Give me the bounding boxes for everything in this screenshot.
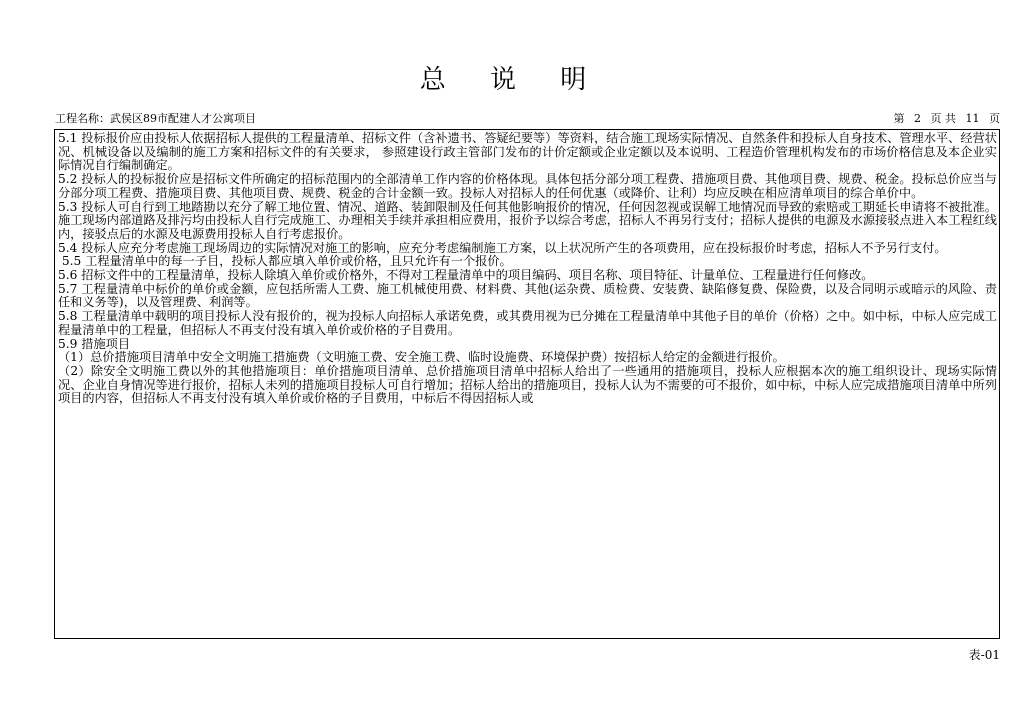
page-indicator — [888, 111, 1001, 127]
page-mid: 页 共 — [930, 112, 956, 125]
project-label: 工程名称： — [55, 112, 110, 125]
paragraph-5-5: 5.5 工程量清单中的每一子目，投标人都应填入单价或价格，且只允许有一个报价。 — [58, 254, 512, 269]
paragraph-5-8: 5.8 工程量清单中载明的项目投标人没有报价的，视为投标人向招标人承诺免费，或其费用视为已分摊在工程量清单中其他子目的单价（价格）之中。如中标，中标人应完成工程量清单中的工程量，但招标人不再支付没有填入单价或价格的子目费用。 — [58, 309, 997, 337]
page-current: 2 — [914, 112, 921, 125]
paragraph-5-9-2: （2）除安全文明施工费以外的其他措施项目：单价措施项目清单、总价措施项目清单中招标人给出了一些通用的措施项目，投标人应根据本次的施工组织设计、现场实际情况、企业自身情况等进行报价，招标人未列的措施项目投标人可自行增加；招标人给出的措施项目，投标人认为不需要的可不报价，如中标，中标人应完成措施项目清单中所列项目的内容，但招标人不再支付没有填入单价或价格的子目费用，中标后不得因招标人或 — [58, 363, 997, 406]
content-body — [55, 130, 999, 406]
paragraph-5-6: 5.6 招标文件中的工程量清单，投标人除填入单价或价格外，不得对工程量清单中的项目编码、项目名称、项目特征、计量单位、工程量进行任何修改。 — [58, 268, 874, 283]
paragraph-5-4: 5.4 投标人应充分考虑施工现场周边的实际情况对施工的影响，应充分考虑编制施工方案，以上状况所产生的各项费用，应在投标报价时考虑，招标人不予另行支付。 — [58, 240, 947, 255]
header-row — [55, 111, 1002, 127]
paragraph-5-7: 5.7 工程量清单中标价的单价或金额，应包括所需人工费、施工机械使用费、材料费、其他(运杂费、质检费、安装费、缺陷修复费、保险费，以及合同明示或暗示的风险、责任和义务等)，以及管理费、利润等。 — [58, 281, 997, 310]
paragraph-5-2: 5.2 投标人的投标报价应是招标文件所确定的招标范围内的全部清单工作内容的价格体现。具体包括分部分项工程费、措施项目费、其他项目费、规费、税金。投标总价应当与分部分项工程费、措施项目费、其他项目费、规费、税金的合计金额一致。投标人对招标人的任何优惠（或降价、让利）均应反映在相应清单项目的综合单价中。 — [58, 172, 997, 200]
page-prefix: 第 — [893, 112, 905, 125]
content-box — [54, 129, 1000, 639]
page-suffix: 页 — [989, 112, 1000, 125]
form-code: 表-01 — [968, 648, 1000, 662]
paragraph-5-3: 5.3 投标人可自行到工地踏勘以充分了解工地位置、情况、道路、装卸限制及任何其他影响报价的情况，任何因忽视或误解工地情况而导致的索赔或工期延长申请将不被批准。施工现场内部道路及排污均由投标人自行完成施工、办理相关手续并承担相应费用，报价予以综合考虑，招标人不再另行支付；招标人提供的电源及水源接驳点进入本工程红线内，接驳点后的水源及电源费用投标人自行考虑报价。 — [58, 199, 997, 241]
project-name-field — [55, 111, 256, 127]
project-name: 武侯区89市配建人才公寓项目 — [110, 112, 256, 125]
paragraph-5-9: 5.9 措施项目 — [58, 336, 131, 351]
document-title: 总 说 明 — [419, 65, 605, 95]
page-total: 11 — [965, 112, 980, 125]
paragraph-5-1: 5.1 投标报价应由投标人依据招标人提供的工程量清单、招标文件（含补遗书、答疑纪要等）等资料，结合施工现场实际情况、自然条件和投标人自身技术、管理水平、经营状况、机械设备以及编制的施工方案和招标文件的有关要求， 参照建设行政主管部门发布的计价定额或企业定额以及本说明、工程造价管理机构发布的市场价格信息及本企业实际情况自行编制确定。 — [58, 131, 997, 173]
paragraph-5-9-1: （1）总价措施项目清单中安全文明施工措施费（文明施工费、安全施工费、临时设施费、环境保护费）按招标人给定的金额进行报价。 — [58, 350, 785, 365]
